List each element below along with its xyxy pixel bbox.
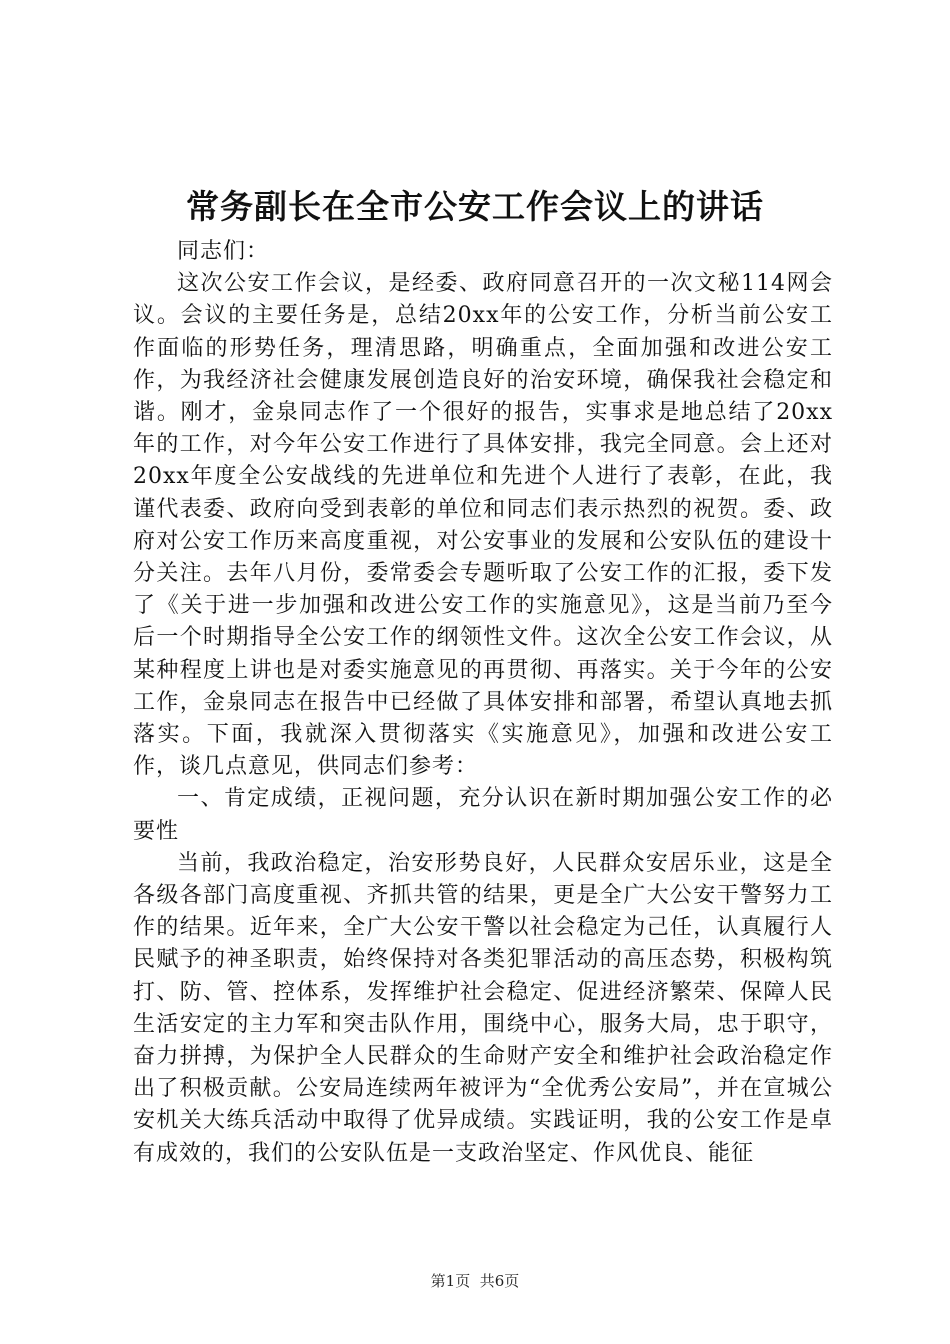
paragraph-2: 当前，我政治稳定，治安形势良好，人民群众安居乐业，这是全各级各部门高度重视、齐抓共管的结果，更是全广大公安干警努力工作的结果。近年来，全广大公安干警以社会稳定为己任，认真履行人民赋予的神圣职责，始终保持对各类犯罪活动的高压态势，积极构筑打、防、管、控体系，发挥维护社会稳定、促进经济繁荣、保障人民生活安定的主力军和突击队作用，围绕中心，服务大局，忠于职守，奋力拼搏，为保护全人民群众的生命财产安全和维护社会政治稳定作出了积极贡献。公安局连续两年被评为“全优秀公安局”，并在宣城公安机关大练兵活动中取得了优异成绩。实践证明，我的公安工作是卓有成效的，我们的公安队伍是一支政治坚定、作风优良、能征 (133, 850, 833, 1166)
section-heading-1: 一、肯定成绩，正视问题，充分认识在新时期加强公安工作的必要性 (133, 786, 833, 844)
page-total: 共6页 (479, 1272, 520, 1290)
document-body (133, 236, 833, 1170)
salutation: 同志们： (177, 239, 270, 264)
footer-separator (470, 1272, 480, 1290)
page-footer (0, 1271, 950, 1291)
document-title: 常务副长在全市公安工作会议上的讲话 (186, 187, 764, 226)
paragraph-1: 这次公安工作会议，是经委、政府同意召开的一次文秘114网会议。会议的主要任务是，总结20xx年的公安工作，分析当前公安工作面临的形势任务，理清思路，明确重点，全面加强和改进公安工作，为我经济社会健康发展创造良好的治安环境，确保我社会稳定和谐。刚才，金泉同志作了一个很好的报告，实事求是地总结了20xx年的工作，对今年公安工作进行了具体安排，我完全同意。会上还对20xx年度全公安战线的先进单位和先进个人进行了表彰，在此，我谨代表委、政府向受到表彰的单位和同志们表示热烈的祝贺。委、政府对公安工作历来高度重视，对公安事业的发展和公安队伍的建设十分关注。去年八月份，委常委会专题听取了公安工作的汇报，委下发了《关于进一步加强和改进公安工作的实施意见》，这是当前乃至今后一个时期指导全公安工作的纲领性文件。这次全公安工作会议，从某种程度上讲也是对委实施意见的再贯彻、再落实。关于今年的公安工作，金泉同志在报告中已经做了具体安排和部署，希望认真地去抓落实。下面，我就深入贯彻落实《实施意见》，加强和改进公安工作，谈几点意见，供同志们参考： (133, 271, 833, 780)
page-number: 第1页 (430, 1272, 471, 1290)
